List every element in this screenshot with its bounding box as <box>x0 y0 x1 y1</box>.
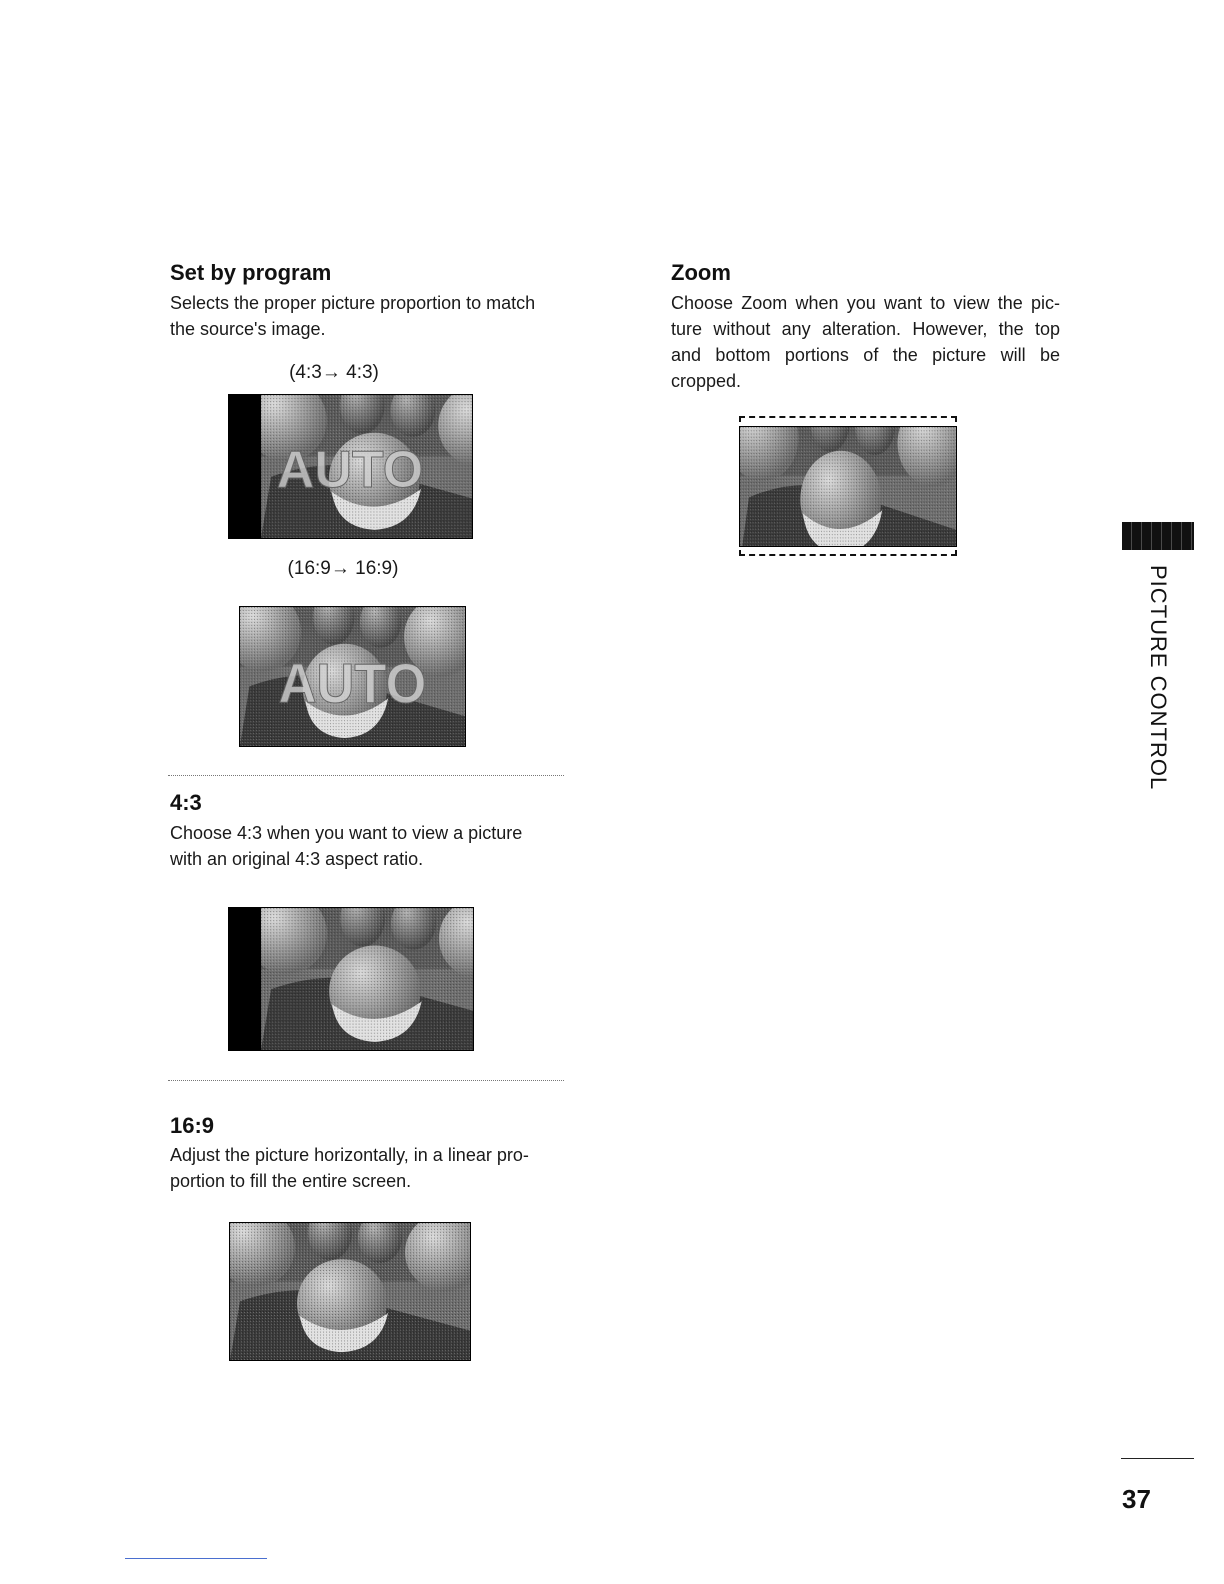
sixteen-nine-image <box>229 1222 471 1361</box>
set-by-program-text-line-2: the source's image. <box>170 319 326 339</box>
zoom-text-line-4: cropped. <box>671 371 742 391</box>
sixteen-nine-text-line-1: Adjust the picture horizontally, in a linear pro- <box>170 1145 529 1165</box>
four-three-text-line-1: Choose 4:3 when you want to view a picture <box>170 823 523 843</box>
zoom-heading: Zoom <box>671 260 731 285</box>
section-tab-label: PICTURE CONTROL <box>1146 565 1171 791</box>
four-three-text-line-2: with an original 4:3 aspect ratio. <box>170 849 424 869</box>
bottom-underline <box>125 1558 267 1559</box>
caption-16-9-to-16-9: (16:9→ 16:9) <box>287 558 399 579</box>
four-three-image <box>228 907 474 1051</box>
set-by-program-text-line-1: Selects the proper picture proportion to match <box>170 293 536 313</box>
caption-4-3-to-4-3: (4:3→ 4:3) <box>289 362 379 383</box>
zoom-text-line-1: Choose Zoom when you want to view the pic- <box>671 293 1060 313</box>
zoom-text-line-2: ture without any alteration. However, the top <box>671 319 1060 339</box>
section-divider-1 <box>168 775 564 776</box>
auto-overlay-text: AUTO <box>276 441 424 499</box>
four-three-heading: 4:3 <box>170 790 202 815</box>
sixteen-nine-text-line-2: portion to fill the entire screen. <box>170 1171 412 1191</box>
auto-overlay-text-2: AUTO <box>278 652 427 715</box>
auto-16-9-image <box>239 606 466 747</box>
page-number-rule <box>1121 1458 1194 1459</box>
sixteen-nine-heading: 16:9 <box>170 1113 215 1138</box>
auto-4-3-image <box>228 394 473 539</box>
section-divider-2 <box>168 1080 564 1081</box>
zoom-image <box>739 426 957 547</box>
page-number: 37 <box>1122 1484 1151 1514</box>
zoom-text-line-3: and bottom portions of the picture will be <box>671 345 1060 365</box>
set-by-program-heading: Set by program <box>170 260 332 285</box>
section-tab-marker <box>1122 522 1194 550</box>
